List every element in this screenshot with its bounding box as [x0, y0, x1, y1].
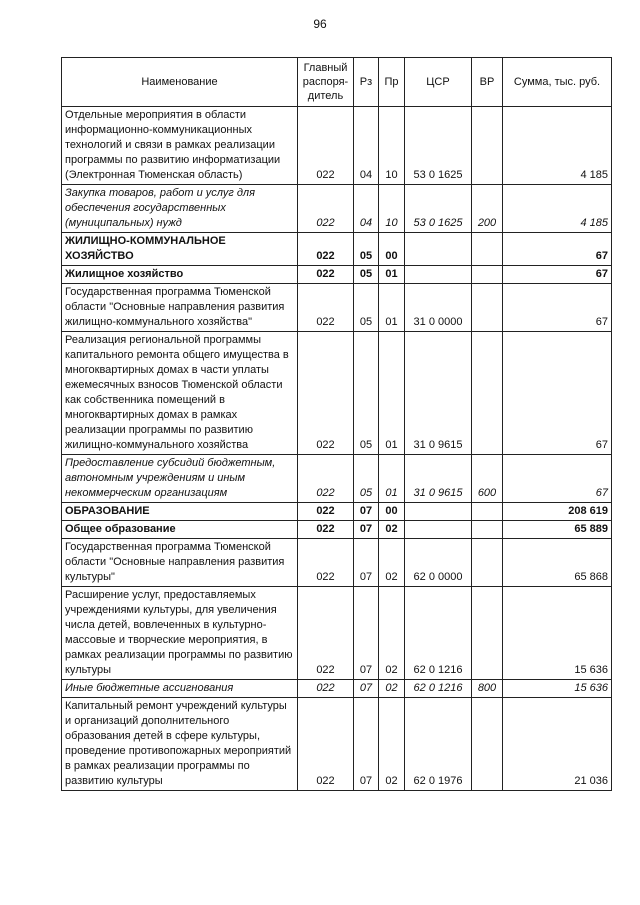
- row-target-article-cell: [405, 503, 472, 521]
- row-section-cell: 07: [354, 587, 379, 680]
- row-subsection-cell: 00: [379, 503, 405, 521]
- row-expense-type-cell: [472, 698, 503, 791]
- table-row: [62, 185, 612, 233]
- table-row: [62, 680, 612, 698]
- row-amount-cell: 65 889: [503, 521, 612, 539]
- row-target-article-cell: 62 0 1216: [405, 680, 472, 698]
- row-subsection-cell: 10: [379, 185, 405, 233]
- row-main-manager-cell: 022: [298, 107, 354, 185]
- row-expense-type-cell: [472, 233, 503, 266]
- row-main-manager-cell: 022: [298, 587, 354, 680]
- row-name-cell: Закупка товаров, работ и услуг для обеспечения государственных (муниципальных) нужд: [62, 185, 298, 233]
- row-amount-cell: 4 185: [503, 107, 612, 185]
- row-amount-cell: 21 036: [503, 698, 612, 791]
- row-section-cell: 04: [354, 107, 379, 185]
- row-target-article-cell: 31 0 0000: [405, 284, 472, 332]
- row-subsection-cell: 01: [379, 332, 405, 455]
- table-row: [62, 233, 612, 266]
- row-subsection-cell: 01: [379, 266, 405, 284]
- header-section: Рз: [354, 58, 379, 107]
- row-main-manager-cell: 022: [298, 680, 354, 698]
- row-section-cell: 07: [354, 698, 379, 791]
- row-main-manager-cell: 022: [298, 233, 354, 266]
- row-target-article-cell: 53 0 1625: [405, 185, 472, 233]
- row-name-cell: ОБРАЗОВАНИЕ: [62, 503, 298, 521]
- row-section-cell: 07: [354, 680, 379, 698]
- header-subsection: Пр: [379, 58, 405, 107]
- row-name-cell: ЖИЛИЩНО-КОММУНАЛЬНОЕ ХОЗЯЙСТВО: [62, 233, 298, 266]
- table-body: [62, 107, 612, 791]
- row-name-cell: Государственная программа Тюменской области "Основные направления развития жилищно-коммунального хозяйства": [62, 284, 298, 332]
- row-section-cell: 07: [354, 521, 379, 539]
- row-expense-type-cell: [472, 107, 503, 185]
- row-name-cell: Государственная программа Тюменской области "Основные направления развития культуры": [62, 539, 298, 587]
- header-amount: Сумма, тыс. руб.: [503, 58, 612, 107]
- table-row: [62, 107, 612, 185]
- row-name-cell: Капитальный ремонт учреждений культуры и организаций дополнительного образования детей в сфере культуры, проведение противопожарных мероприятий в рамках реализации программы по развитию культуры: [62, 698, 298, 791]
- row-main-manager-cell: 022: [298, 698, 354, 791]
- budget-table: [61, 57, 612, 791]
- row-subsection-cell: 01: [379, 284, 405, 332]
- row-section-cell: 05: [354, 455, 379, 503]
- row-target-article-cell: [405, 266, 472, 284]
- row-section-cell: 05: [354, 332, 379, 455]
- row-section-cell: 07: [354, 539, 379, 587]
- row-target-article-cell: 62 0 1976: [405, 698, 472, 791]
- row-name-cell: Общее образование: [62, 521, 298, 539]
- row-expense-type-cell: [472, 587, 503, 680]
- table-row: [62, 455, 612, 503]
- row-section-cell: 05: [354, 266, 379, 284]
- table-row: [62, 539, 612, 587]
- row-name-cell: Реализация региональной программы капитального ремонта общего имущества в многоквартирных домах в части уплаты ежемесячных взносов Тюменской области как собственника помещений в многоквартирных домах в рамках реализации программы по развитию жилищно-коммунального хозяйства: [62, 332, 298, 455]
- row-expense-type-cell: 800: [472, 680, 503, 698]
- row-expense-type-cell: [472, 539, 503, 587]
- header-main-manager: Главный распоря-дитель: [298, 58, 354, 107]
- row-name-cell: Отдельные мероприятия в области информационно-коммуникационных технологий и связи в рамках реализации программы по развитию информатизации (Электронная Тюменская область): [62, 107, 298, 185]
- row-subsection-cell: 10: [379, 107, 405, 185]
- row-section-cell: 07: [354, 503, 379, 521]
- table-header-row: [62, 58, 612, 107]
- row-expense-type-cell: [472, 266, 503, 284]
- row-target-article-cell: 31 0 9615: [405, 455, 472, 503]
- row-name-cell: Жилищное хозяйство: [62, 266, 298, 284]
- row-main-manager-cell: 022: [298, 539, 354, 587]
- header-target-article: ЦСР: [405, 58, 472, 107]
- row-expense-type-cell: 200: [472, 185, 503, 233]
- row-amount-cell: 67: [503, 233, 612, 266]
- row-main-manager-cell: 022: [298, 284, 354, 332]
- row-main-manager-cell: 022: [298, 266, 354, 284]
- row-main-manager-cell: 022: [298, 503, 354, 521]
- row-name-cell: Предоставление субсидий бюджетным, автономным учреждениям и иным некоммерческим организациям: [62, 455, 298, 503]
- page-number: 96: [313, 17, 327, 31]
- row-subsection-cell: 02: [379, 521, 405, 539]
- header-name: Наименование: [62, 58, 298, 107]
- row-expense-type-cell: 600: [472, 455, 503, 503]
- row-amount-cell: 208 619: [503, 503, 612, 521]
- table-row: [62, 698, 612, 791]
- row-main-manager-cell: 022: [298, 455, 354, 503]
- row-name-cell: Расширение услуг, предоставляемых учреждениями культуры, для увеличения числа детей, вовлеченных в культурно-массовые и творческие мероприятия, в рамках реализации программы по развитию культуры: [62, 587, 298, 680]
- row-amount-cell: 67: [503, 284, 612, 332]
- table-row: [62, 521, 612, 539]
- row-target-article-cell: 62 0 0000: [405, 539, 472, 587]
- row-subsection-cell: 00: [379, 233, 405, 266]
- row-expense-type-cell: [472, 503, 503, 521]
- table-row: [62, 587, 612, 680]
- row-main-manager-cell: 022: [298, 521, 354, 539]
- header-expense-type: ВР: [472, 58, 503, 107]
- row-target-article-cell: 31 0 9615: [405, 332, 472, 455]
- row-amount-cell: 15 636: [503, 587, 612, 680]
- row-target-article-cell: [405, 233, 472, 266]
- row-subsection-cell: 02: [379, 587, 405, 680]
- row-expense-type-cell: [472, 284, 503, 332]
- row-amount-cell: 67: [503, 332, 612, 455]
- row-target-article-cell: [405, 521, 472, 539]
- row-main-manager-cell: 022: [298, 332, 354, 455]
- row-expense-type-cell: [472, 521, 503, 539]
- row-section-cell: 05: [354, 233, 379, 266]
- table-row: [62, 503, 612, 521]
- row-amount-cell: 67: [503, 455, 612, 503]
- row-section-cell: 05: [354, 284, 379, 332]
- row-amount-cell: 15 636: [503, 680, 612, 698]
- row-target-article-cell: 62 0 1216: [405, 587, 472, 680]
- row-subsection-cell: 02: [379, 539, 405, 587]
- row-amount-cell: 67: [503, 266, 612, 284]
- row-name-cell: Иные бюджетные ассигнования: [62, 680, 298, 698]
- row-subsection-cell: 01: [379, 455, 405, 503]
- row-section-cell: 04: [354, 185, 379, 233]
- table-row: [62, 284, 612, 332]
- table-row: [62, 266, 612, 284]
- table-row: [62, 332, 612, 455]
- row-subsection-cell: 02: [379, 680, 405, 698]
- row-target-article-cell: 53 0 1625: [405, 107, 472, 185]
- row-expense-type-cell: [472, 332, 503, 455]
- row-subsection-cell: 02: [379, 698, 405, 791]
- row-amount-cell: 65 868: [503, 539, 612, 587]
- row-amount-cell: 4 185: [503, 185, 612, 233]
- row-main-manager-cell: 022: [298, 185, 354, 233]
